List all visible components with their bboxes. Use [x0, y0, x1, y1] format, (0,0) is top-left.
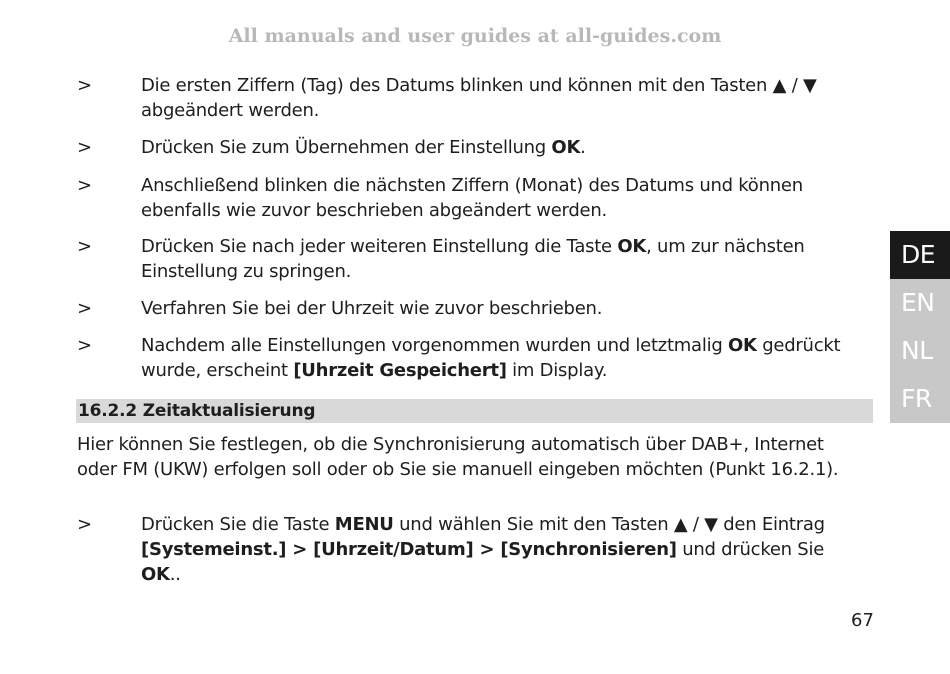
- watermark-text: All manuals and user guides at all-guides.com: [228, 25, 722, 47]
- step-text-part: und wählen Sie mit den Tasten ▲ / ▼ den Eintrag: [393, 514, 825, 535]
- language-tab-nl[interactable]: NL: [890, 327, 950, 375]
- step-text-part: Drücken Sie die Taste: [141, 514, 335, 535]
- step-text-part: Anschließend blinken die nächsten Ziffern (Monat) des Datums und können ebenfalls wie zuvor beschrieben abgeändert werden.: [141, 175, 803, 221]
- step-marker: >: [77, 137, 92, 158]
- section-heading: 16.2.2 Zeitaktualisierung: [78, 401, 316, 421]
- step-text-part: Die ersten Ziffern (Tag) des Datums blinken und können mit den Tasten ▲ / ▼ abgeändert werden.: [141, 75, 817, 121]
- step-text: [141, 296, 861, 321]
- language-tab-de[interactable]: DE: [890, 231, 950, 279]
- step-text-part: im Display.: [506, 360, 608, 381]
- step-text-part: ..: [169, 564, 181, 585]
- key-ok: OK: [617, 236, 647, 257]
- step-marker: >: [77, 175, 92, 196]
- step-marker: >: [77, 298, 92, 319]
- key-ok: OK: [551, 137, 581, 158]
- step-marker: >: [77, 335, 92, 356]
- step-marker: >: [77, 236, 92, 257]
- page-number: 67: [851, 610, 874, 631]
- language-tabs: [890, 231, 950, 423]
- step-text: [141, 333, 861, 383]
- step-text-part: Verfahren Sie bei der Uhrzeit wie zuvor beschrieben.: [141, 298, 603, 319]
- step-text: [141, 135, 861, 160]
- key-ok: OK: [727, 335, 757, 356]
- step-text-part: Drücken Sie nach jeder weiteren Einstellung die Taste: [141, 236, 618, 257]
- display-message: [Uhrzeit Gespeichert]: [293, 360, 507, 381]
- step-marker: >: [77, 514, 92, 535]
- step-text: [141, 234, 861, 284]
- language-tab-en[interactable]: EN: [890, 279, 950, 327]
- step-marker: >: [77, 75, 92, 96]
- section-paragraph: Hier können Sie festlegen, ob die Synchronisierung automatisch über DAB+, Internet oder FM (UKW) erfolgen soll oder ob Sie sie manuell eingeben möchten (Punkt 16.2.1).: [77, 434, 839, 480]
- step-text-part: Nachdem alle Einstellungen vorgenommen wurden und letztmalig: [141, 335, 728, 356]
- key-ok: OK: [141, 564, 170, 585]
- step-text-part: Drücken Sie zum Übernehmen der Einstellung: [141, 137, 552, 158]
- section-heading-bar: [76, 399, 873, 423]
- step-text-part: .: [580, 137, 586, 158]
- menu-path: [Systemeinst.] > [Uhrzeit/Datum] > [Synchronisieren]: [141, 539, 677, 560]
- step-text: [141, 73, 861, 123]
- step-text: [141, 173, 861, 223]
- step-text-part: gedrückt wurde, erscheint: [141, 335, 841, 381]
- key-menu: MENU: [334, 514, 394, 535]
- language-tab-fr[interactable]: FR: [890, 375, 950, 423]
- step-text-part: , um zur nächsten Einstellung zu springen.: [141, 236, 805, 282]
- step-text: [141, 512, 861, 587]
- step-text-part: und drücken Sie: [676, 539, 825, 560]
